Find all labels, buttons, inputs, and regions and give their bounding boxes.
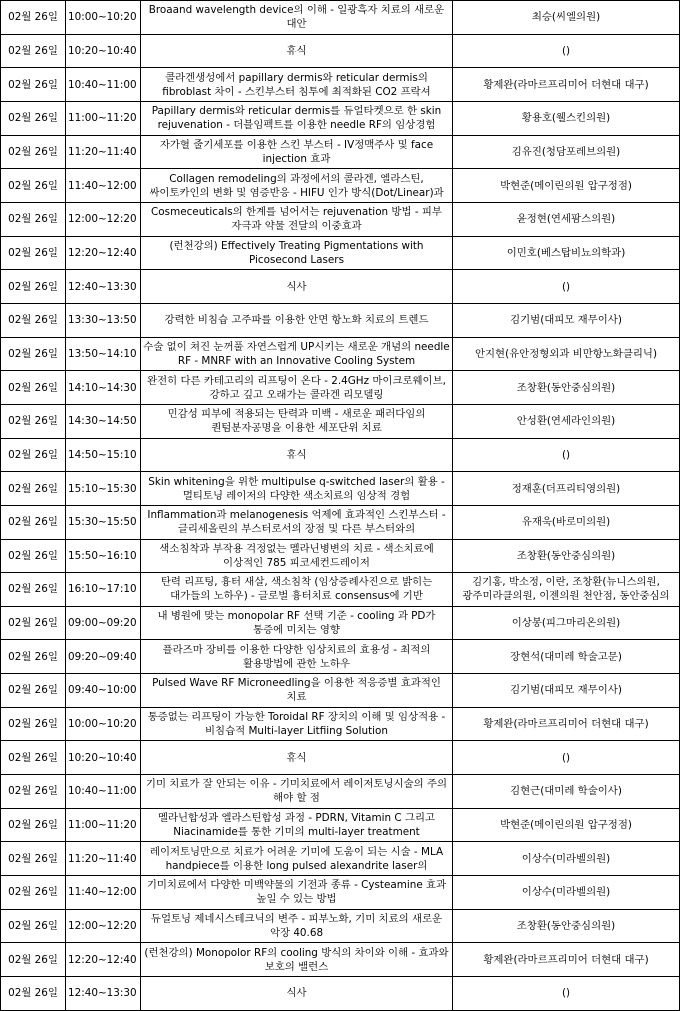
date-cell-text: 02월 26일 [8, 549, 58, 562]
speaker-cell [453, 640, 680, 674]
time-cell-text: 11:40~12:00 [68, 179, 137, 192]
title-cell-text: 통증없는 리프팅이 가능한 Toroidal RF 장치의 이해 및 임상적용 - 비침습적 Multi-layer Litfiing Solution [147, 711, 446, 738]
title-cell [141, 34, 453, 68]
title-cell [141, 539, 453, 573]
date-cell [1, 808, 66, 842]
speaker-cell-text: 김기범(대피모 재무이사) [510, 684, 622, 697]
title-cell [141, 909, 453, 943]
speaker-cell-text: 박현준(메이린의원 압구정점) [500, 819, 632, 832]
date-cell [1, 303, 66, 337]
speaker-cell-text: 이상수(미라벨의원) [521, 852, 611, 865]
speaker-cell [453, 808, 680, 842]
time-cell-text: 09:20~09:40 [68, 650, 137, 663]
speaker-cell [453, 606, 680, 640]
table-row [1, 808, 680, 842]
speaker-cell [453, 270, 680, 304]
title-cell-text: Collagen remodeling의 과정에서의 콜라겐, 엘라스틴, 싸이토카인의 변화 및 염증반응 - HIFU 인가 방식(Dot/Linear)과 [149, 172, 444, 199]
title-cell [141, 236, 453, 270]
speaker-cell-text: 윤정현(연세팜스의원) [516, 213, 616, 226]
title-cell [141, 135, 453, 169]
table-row [1, 404, 680, 438]
date-cell-text: 02월 26일 [8, 852, 58, 865]
table-row [1, 741, 680, 775]
time-cell-text: 12:00~12:20 [68, 213, 137, 226]
time-cell-text: 10:40~11:00 [68, 785, 137, 798]
title-cell-text: 휴식 [286, 751, 307, 764]
date-cell-text: 02월 26일 [8, 179, 58, 192]
time-cell-text: 12:00~12:20 [68, 920, 137, 933]
time-cell [66, 270, 141, 304]
speaker-cell [453, 573, 680, 607]
speaker-cell-text: 조창환(동안중심의원) [516, 920, 616, 933]
speaker-cell-text: 정재훈(더프리티영의원) [511, 482, 621, 495]
speaker-cell-text: 이상봉(피그마리온의원) [511, 617, 621, 630]
table-row [1, 303, 680, 337]
speaker-cell [453, 169, 680, 203]
title-cell-text: Inflammation과 melanogenesis 억제에 효과적인 스킨부스터 - 글리세올린의 부스터로서의 장점 및 다른 부스터와의 [147, 509, 446, 536]
time-cell [66, 101, 141, 135]
title-cell-text: 수술 없이 쳐진 눈꺼풀 자연스럽게 UP시키는 새로운 개념의 needle RF - MNRF with an Innovative Cooling System [143, 340, 450, 367]
date-cell [1, 34, 66, 68]
speaker-cell-text: 안성환(연세라인의원) [516, 415, 616, 428]
title-cell [141, 808, 453, 842]
title-cell-text: Pulsed Wave RF Microneedling을 이용한 적응증별 효과적인 치료 [152, 677, 441, 704]
time-cell [66, 842, 141, 876]
schedule-body [1, 1, 680, 1011]
speaker-cell [453, 943, 680, 977]
date-cell-text: 02월 26일 [8, 314, 58, 327]
title-cell-text: 식사 [286, 280, 307, 293]
table-row [1, 169, 680, 203]
time-cell [66, 236, 141, 270]
date-cell-text: 02월 26일 [8, 751, 58, 764]
date-cell-text: 02월 26일 [8, 145, 58, 158]
title-cell [141, 371, 453, 405]
title-cell [141, 270, 453, 304]
date-cell-text: 02월 26일 [8, 920, 58, 933]
speaker-cell [453, 876, 680, 910]
table-row [1, 68, 680, 102]
date-cell-text: 02월 26일 [8, 213, 58, 226]
speaker-cell-text: 김기범(대피모 재무이사) [510, 314, 622, 327]
title-cell-text: 식사 [286, 987, 307, 1000]
table-row [1, 202, 680, 236]
date-cell [1, 606, 66, 640]
title-cell [141, 505, 453, 539]
date-cell-text: 02월 26일 [8, 987, 58, 1000]
date-cell [1, 505, 66, 539]
time-cell-text: 11:20~11:40 [68, 145, 137, 158]
title-cell [141, 707, 453, 741]
table-row [1, 438, 680, 472]
date-cell [1, 169, 66, 203]
date-cell [1, 1, 66, 35]
title-cell [141, 842, 453, 876]
title-cell-text: 탄력 리프팅, 흉터 새살, 색소침착 (임상증례사진으로 밝히는 대가들의 노하우) - 글로벌 흉터치료 consensus에 기반 [160, 576, 433, 603]
date-cell-text: 02월 26일 [8, 684, 58, 697]
table-row [1, 674, 680, 708]
speaker-cell-text: 황제완(라마르프리미어 더현대 대구) [483, 718, 649, 731]
date-cell-text: 02월 26일 [8, 246, 58, 259]
table-row [1, 1, 680, 35]
date-cell-text: 02월 26일 [8, 785, 58, 798]
date-cell-text: 02월 26일 [8, 718, 58, 731]
speaker-cell [453, 404, 680, 438]
date-cell-text: 02월 26일 [8, 347, 58, 360]
time-cell [66, 202, 141, 236]
date-cell-text: 02월 26일 [8, 516, 58, 529]
table-row [1, 573, 680, 607]
table-row [1, 977, 680, 1011]
date-cell-text: 02월 26일 [8, 448, 58, 461]
title-cell-text: 기미치료에서 다양한 미백약물의 기전과 종류 - Cysteamine 효과 높일 수 있는 방법 [146, 879, 447, 906]
speaker-cell [453, 842, 680, 876]
title-cell [141, 943, 453, 977]
table-row [1, 909, 680, 943]
speaker-cell [453, 438, 680, 472]
title-cell-text: (런천강의) Monopolor RF의 cooling 방식의 차이와 이해 - 효과와 보호의 밸런스 [144, 946, 449, 973]
time-cell-text: 09:40~10:00 [68, 684, 137, 697]
speaker-cell-text: 이상수(미라벨의원) [521, 886, 611, 899]
title-cell-text: Broaand wavelength device의 이해 - 일광흑자 치료의 새로운 대안 [148, 4, 445, 31]
time-cell [66, 68, 141, 102]
time-cell [66, 135, 141, 169]
time-cell [66, 808, 141, 842]
speaker-cell-text: () [561, 280, 571, 293]
date-cell [1, 539, 66, 573]
speaker-cell [453, 707, 680, 741]
time-cell-text: 11:00~11:20 [68, 112, 137, 125]
speaker-cell [453, 741, 680, 775]
time-cell [66, 337, 141, 371]
title-cell-text: 내 병원에 맞는 monopolar RF 선택 기준 - cooling 과 PD가 통증에 미치는 영향 [157, 610, 436, 637]
title-cell [141, 775, 453, 809]
date-cell-text: 02월 26일 [8, 280, 58, 293]
time-cell [66, 943, 141, 977]
time-cell [66, 371, 141, 405]
title-cell-text: Skin whitening을 위한 multipulse q-switched laser의 활용 - 멀티토닝 레이저의 다양한 색소치료의 임상적 경험 [148, 475, 445, 502]
title-cell-text: 민감성 피부에 적용되는 탄력과 미백 - 새로운 패러다임의 퀀텀분자공명을 이용한 세포단위 치료 [167, 408, 426, 435]
speaker-cell-text: 조창환(동안중심의원) [516, 381, 616, 394]
date-cell-text: 02월 26일 [8, 650, 58, 663]
title-cell [141, 1, 453, 35]
table-row [1, 640, 680, 674]
date-cell [1, 472, 66, 506]
title-cell [141, 101, 453, 135]
date-cell [1, 977, 66, 1011]
date-cell [1, 68, 66, 102]
speaker-cell-text: 장현석(대미레 학술고문) [510, 650, 622, 663]
date-cell-text: 02월 26일 [8, 78, 58, 91]
speaker-cell-text: () [561, 44, 571, 57]
title-cell-text: 강력한 비침습 고주파를 이용한 안면 항노화 치료의 트렌드 [164, 314, 429, 327]
speaker-cell [453, 909, 680, 943]
title-cell [141, 876, 453, 910]
date-cell [1, 202, 66, 236]
time-cell-text: 12:20~12:40 [68, 953, 137, 966]
date-cell [1, 337, 66, 371]
title-cell-text: (런천강의) Effectively Treating Pigmentations with Picosecond Lasers [169, 239, 424, 266]
table-row [1, 775, 680, 809]
speaker-cell-text: () [561, 751, 571, 764]
date-cell [1, 438, 66, 472]
time-cell-text: 15:10~15:30 [68, 482, 137, 495]
title-cell [141, 438, 453, 472]
time-cell-text: 12:20~12:40 [68, 246, 137, 259]
table-row [1, 472, 680, 506]
title-cell-text: 휴식 [286, 44, 307, 57]
date-cell-text: 02월 26일 [8, 583, 58, 596]
time-cell-text: 15:50~16:10 [68, 549, 137, 562]
time-cell-text: 14:10~14:30 [68, 381, 137, 394]
time-cell [66, 674, 141, 708]
title-cell-text: 레이저토닝만으로 치료가 어려운 기미에 도움이 되는 시술 - MLA handpiece를 이용한 long pulsed alexandrite laser의 [149, 845, 444, 872]
date-cell [1, 909, 66, 943]
date-cell [1, 707, 66, 741]
speaker-cell [453, 539, 680, 573]
speaker-cell [453, 775, 680, 809]
title-cell [141, 741, 453, 775]
speaker-cell-text: 박현준(메이린의원 압구정점) [500, 179, 632, 192]
title-cell-text: Cosmeceuticals의 한계를 넘어서는 rejuvenation 방법 - 피부 자극과 약물 전달의 이중효과 [151, 206, 442, 233]
speaker-cell-text: 황용호(웰스킨의원) [521, 112, 611, 125]
speaker-cell-text: 이민호(베스탑비뇨의학과) [506, 246, 626, 259]
speaker-cell-text: () [561, 448, 571, 461]
time-cell [66, 573, 141, 607]
speaker-cell [453, 34, 680, 68]
speaker-cell [453, 68, 680, 102]
speaker-cell-text: 김기홍, 박소정, 이란, 조창환(뉴니스의원, 광주미라클의원, 이젠의원 천안점, 동안중심의 [462, 576, 670, 603]
date-cell [1, 741, 66, 775]
time-cell-text: 10:00~10:20 [68, 718, 137, 731]
date-cell [1, 101, 66, 135]
time-cell [66, 539, 141, 573]
speaker-cell [453, 505, 680, 539]
time-cell [66, 640, 141, 674]
date-cell [1, 270, 66, 304]
title-cell-text: 기미 치료가 잘 안되는 이유 - 기미치료에서 레이저토닝시술의 주의 해야 할 점 [145, 778, 448, 805]
time-cell-text: 10:20~10:40 [68, 44, 137, 57]
time-cell-text: 10:20~10:40 [68, 751, 137, 764]
title-cell [141, 472, 453, 506]
speaker-cell [453, 303, 680, 337]
table-row [1, 34, 680, 68]
date-cell [1, 135, 66, 169]
title-cell-text: 색소침착과 부작용 걱정없는 멜라닌병변의 치료 - 색소치료에 이상적인 785 피코세컨드레이저 [159, 542, 434, 569]
date-cell-text: 02월 26일 [8, 617, 58, 630]
date-cell [1, 404, 66, 438]
speaker-cell [453, 236, 680, 270]
table-row [1, 101, 680, 135]
time-cell-text: 12:40~13:30 [68, 987, 137, 1000]
time-cell [66, 472, 141, 506]
table-row [1, 236, 680, 270]
date-cell [1, 943, 66, 977]
speaker-cell [453, 337, 680, 371]
title-cell [141, 606, 453, 640]
date-cell-text: 02월 26일 [8, 819, 58, 832]
date-cell [1, 842, 66, 876]
date-cell [1, 876, 66, 910]
speaker-cell-text: 유재욱(바로미의원) [521, 516, 611, 529]
time-cell [66, 169, 141, 203]
table-row [1, 943, 680, 977]
time-cell [66, 505, 141, 539]
speaker-cell-text: 조창환(동안중심의원) [516, 549, 616, 562]
time-cell-text: 13:50~14:10 [68, 347, 137, 360]
date-cell-text: 02월 26일 [8, 953, 58, 966]
date-cell [1, 573, 66, 607]
time-cell [66, 707, 141, 741]
speaker-cell [453, 977, 680, 1011]
date-cell-text: 02월 26일 [8, 44, 58, 57]
speaker-cell [453, 674, 680, 708]
time-cell [66, 876, 141, 910]
title-cell [141, 303, 453, 337]
table-row [1, 842, 680, 876]
table-row [1, 707, 680, 741]
date-cell [1, 371, 66, 405]
title-cell-text: 플라즈마 장비를 이용한 다양한 임상치료의 효용성 - 최적의 활용방법에 관한 노하우 [162, 643, 431, 670]
time-cell-text: 10:40~11:00 [68, 78, 137, 91]
title-cell [141, 977, 453, 1011]
time-cell-text: 09:00~09:20 [68, 617, 137, 630]
time-cell [66, 909, 141, 943]
table-row [1, 270, 680, 304]
speaker-cell [453, 1, 680, 35]
table-row [1, 505, 680, 539]
speaker-cell-text: 김유진(청담포레브의원) [511, 145, 621, 158]
speaker-cell-text: 황제완(라마르프리미어 더현대 대구) [483, 78, 649, 91]
title-cell-text: Papillary dermis와 reticular dermis를 듀얼타켓으로 한 skin rejuvenation - 더블임펙트를 이용한 needle RF의 임상경험 [151, 105, 442, 132]
time-cell [66, 303, 141, 337]
title-cell-text: 완전히 다른 카테고리의 리프팅이 온다 - 2.4GHz 마이크로웨이브, 강하고 깊고 오래가는 콜라겐 리모델링 [147, 374, 446, 401]
time-cell [66, 1, 141, 35]
date-cell-text: 02월 26일 [8, 886, 58, 899]
time-cell-text: 13:30~13:50 [68, 314, 137, 327]
speaker-cell [453, 202, 680, 236]
time-cell [66, 741, 141, 775]
time-cell [66, 404, 141, 438]
time-cell-text: 11:40~12:00 [68, 886, 137, 899]
table-row [1, 876, 680, 910]
time-cell-text: 12:40~13:30 [68, 280, 137, 293]
time-cell [66, 34, 141, 68]
speaker-cell-text: () [561, 987, 571, 1000]
table-row [1, 135, 680, 169]
title-cell [141, 404, 453, 438]
title-cell [141, 337, 453, 371]
time-cell-text: 10:00~10:20 [68, 11, 137, 24]
title-cell-text: 멜라닌합성과 엘라스틴합성 과정 - PDRN, Vitamin C 그리고 Niacinamide를 통한 기미의 multi-layer treatment [157, 812, 436, 839]
table-row [1, 539, 680, 573]
date-cell [1, 674, 66, 708]
speaker-cell [453, 371, 680, 405]
time-cell-text: 14:30~14:50 [68, 415, 137, 428]
speaker-cell-text: 김현근(대미레 학술이사) [510, 785, 622, 798]
title-cell [141, 674, 453, 708]
speaker-cell-text: 안지현(유안정형외과 비만항노화클리닉) [474, 347, 658, 360]
time-cell-text: 11:00~11:20 [68, 819, 137, 832]
title-cell-text: 듀얼토닝 제네시스테크닉의 변주 - 피부노화, 기미 치료의 새로운 악장 40.68 [150, 913, 443, 940]
table-row [1, 371, 680, 405]
title-cell [141, 202, 453, 236]
time-cell-text: 16:10~17:10 [68, 583, 137, 596]
title-cell [141, 573, 453, 607]
date-cell-text: 02월 26일 [8, 11, 58, 24]
title-cell-text: 휴식 [286, 448, 307, 461]
time-cell-text: 14:50~15:10 [68, 448, 137, 461]
title-cell-text: 콜라겐생성에서 papillary dermis와 reticular dermis의 fibroblast 차이 - 스킨부스터 침투에 최적화된 CO2 프락셔 [162, 71, 431, 98]
time-cell [66, 977, 141, 1011]
speaker-cell-text: 황제완(라마르프리미어 더현대 대구) [483, 953, 649, 966]
date-cell-text: 02월 26일 [8, 381, 58, 394]
title-cell [141, 169, 453, 203]
date-cell [1, 775, 66, 809]
speaker-cell-text: 최승(씨엘의원) [531, 11, 601, 24]
table-row [1, 337, 680, 371]
time-cell-text: 15:30~15:50 [68, 516, 137, 529]
table-row [1, 606, 680, 640]
time-cell [66, 438, 141, 472]
date-cell-text: 02월 26일 [8, 112, 58, 125]
speaker-cell [453, 101, 680, 135]
date-cell-text: 02월 26일 [8, 482, 58, 495]
time-cell-text: 11:20~11:40 [68, 852, 137, 865]
date-cell [1, 640, 66, 674]
title-cell [141, 640, 453, 674]
time-cell [66, 606, 141, 640]
title-cell [141, 68, 453, 102]
time-cell [66, 775, 141, 809]
date-cell-text: 02월 26일 [8, 415, 58, 428]
title-cell-text: 자가혈 줄기세포를 이용한 스킨 부스터 - IV정맥주사 및 face injection 효과 [159, 138, 434, 165]
speaker-cell [453, 135, 680, 169]
speaker-cell [453, 472, 680, 506]
date-cell [1, 236, 66, 270]
